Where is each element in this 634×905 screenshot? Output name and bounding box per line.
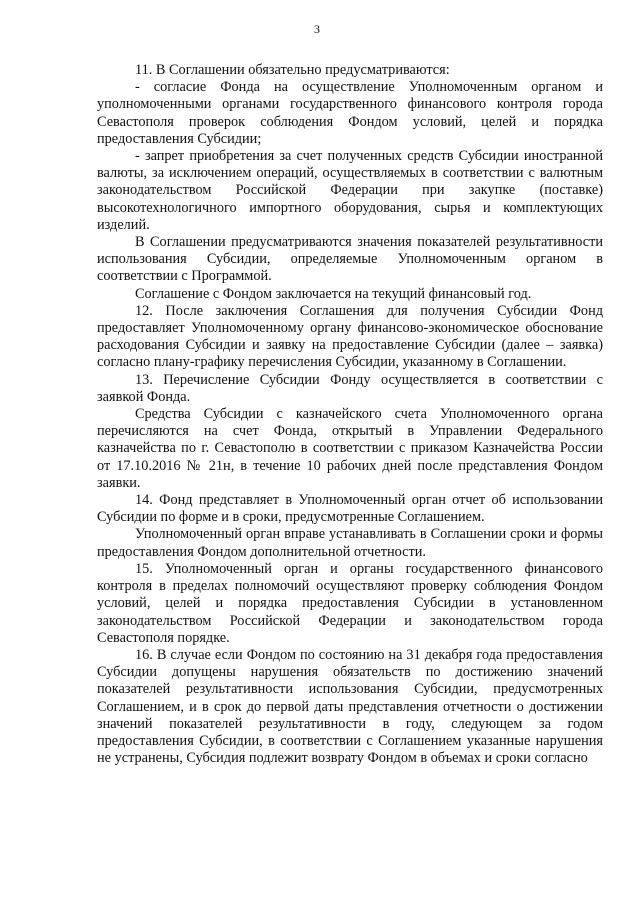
- paragraph-additional-reporting: Уполномоченный орган вправе устанавливать в Соглашении сроки и формы предоставления Фондом дополнительной отчетности.: [97, 526, 603, 560]
- paragraph-fund-consent: - согласие Фонда на осуществление Уполномоченным органом и уполномоченными органами государственного финансового контроля города Севастополя проверок соблюдения Фондом условий, целей и порядка предоставления Субсидии;: [97, 79, 603, 147]
- paragraph-treasury-transfer: Средства Субсидии с казначейского счета Уполномоченного органа перечисляются на счет Фонда, открытый в Управлении Федерального казначейства по г. Севастополю в соответствии с приказом Казначейства России от 17.10.2016 № 21н, в течение 10 рабочих дней после представления Фондом заявки.: [97, 406, 603, 491]
- paragraph-currency-ban: - запрет приобретения за счет полученных средств Субсидии иностранной валюты, за исключением операций, осуществляемых в соответствии с валютным законодательством Российской Федерации при закупке (поставке) высокотехнологичного импортного оборудования, сырья и комплектующих изделий.: [97, 148, 603, 233]
- paragraph-section-16: 16. В случае если Фондом по состоянию на 31 декабря года предоставления Субсидии допущены нарушения обязательств по достижению значений показателей результативности использования Субсидии, предусмотренных Соглашением, и в срок до первой даты представления отчетности о достижении значений показателей результативности в году, следующем за годом предоставления Субсидии, в соответствии с Соглашением указанные нарушения не устранены, Субсидия подлежит возврату Фондом в объемах и сроки согласно: [97, 646, 603, 767]
- page-number: 3: [314, 22, 320, 36]
- document-body: [97, 62, 603, 767]
- paragraph-section-12: 12. После заключения Соглашения для получения Субсидии Фонд предоставляет Уполномоченному органу финансово-экономическое обоснование расходования Субсидии и заявку на предоставление Субсидии (далее – заявка) согласно плану-графику перечисления Субсидии, указанному в Соглашении.: [97, 302, 603, 371]
- paragraph-agreement-term: Соглашение с Фондом заключается на текущий финансовый год.: [135, 285, 532, 302]
- paragraph-performance-indicators: В Соглашении предусматриваются значения показателей результативности использования Субсидии, определяемые Уполномоченным органом в соответствии с Программой.: [97, 234, 603, 285]
- paragraph-section-13: 13. Перечисление Субсидии Фонду осуществляется в соответствии с заявкой Фонда.: [97, 371, 603, 405]
- paragraph-section-15: 15. Уполномоченный орган и органы государственного финансового контроля в пределах полномочий осуществляют проверку соблюдения Фондом условий, целей и порядка предоставления Субсидии в установленном законодательством Российской Федерации и законодательством города Севастополя порядке.: [97, 560, 603, 646]
- paragraph-section-11-intro: 11. В Соглашении обязательно предусматриваются:: [135, 62, 450, 78]
- paragraph-section-14: 14. Фонд представляет в Уполномоченный орган отчет об использовании Субсидии по форме и в сроки, предусмотренные Соглашением.: [97, 492, 603, 526]
